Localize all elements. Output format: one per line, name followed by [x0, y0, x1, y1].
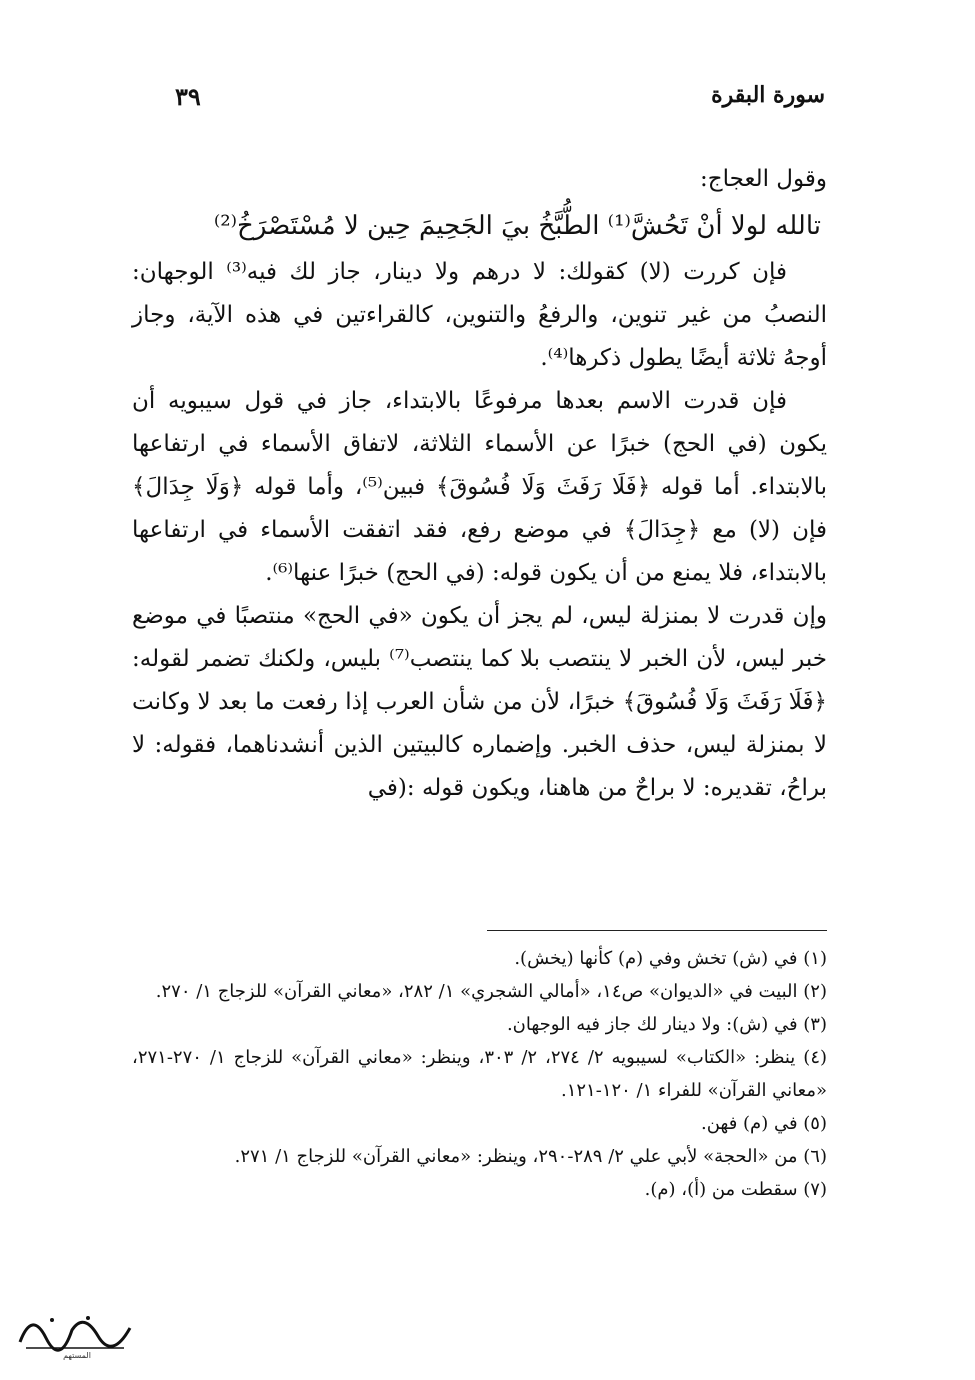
footnotes	[132, 942, 827, 1206]
poetry-verse: تالله لولا أنْ تَحُشَّ⁽¹⁾ الطُّبَّخُ بيَ الجَحِيمَ حِين لا مُسْتَصْرَخُ⁽²⁾	[213, 211, 821, 241]
footnote: (٥) في (م) فهن.	[700, 1113, 827, 1134]
footnote: (٢) البيت في «الديوان» ص١٤، «أمالي الشجري» ١/ ٢٨٢، «معاني القرآن» للزجاج ١/ ٢٧٠.	[155, 981, 827, 1002]
paragraph: وإن قدرت لا بمنزلة ليس، لم يجز أن يكون «في الحج» منتصبًا في موضع خبر ليس، لأن الخبر لا ينتصب بلا كما ينتصب⁽⁷⁾ بليس، ولكنك تضمر لقوله: ﴿فَلَا رَفَثَ وَلَا فُسُوقَ﴾ خبرًا، لأن من شأن العرب إذا رفعت ما بعد لا وكانت لا بمنزلة ليس، حذف الخبر. وإضماره كالبيتين الذين أنشدناهما، فقوله: لا براحُ، تقديره: لا براحٌ من هاهنا، ويكون قوله :(في	[132, 603, 827, 801]
footnote: (٣) في (ش): ولا دينار لك جاز فيه الوجهان.	[506, 1014, 827, 1035]
surah-title: سورة البقرة	[711, 82, 825, 108]
footnote: (٤) ينظر: «الكتاب» لسيبويه ٢/ ٢٧٤، ٢/ ٣٠٣، وينظر: «معاني القرآن» للزجاج ١/ ٢٧٠-٢٧١، «معاني القرآن» للفراء ١/ ١٢٠-١٢١.	[132, 1047, 828, 1101]
publisher-seal-logo	[12, 1300, 142, 1360]
main-text	[132, 158, 827, 810]
paragraph: فإن كررت (لا) كقولك: لا درهم ولا دينار، جاز لك فيه⁽³⁾ الوجهان: النصبُ من غير تنوين، والرفعُ والتنوين، كالقراءتين في هذه الآية، وجاز أوجهُ ثلاثة أيضًا يطول ذكرها⁽⁴⁾.	[132, 259, 827, 371]
footnote: (٧) سقطت من (أ)، (م).	[644, 1179, 827, 1200]
paragraph: فإن قدرت الاسم بعدها مرفوعًا بالابتداء، جاز في قول سيبويه أن يكون (في الحج) خبرًا عن الأسماء الثلاثة، لاتفاق الأسماء في ارتفاعها بالابتداء. أما قوله ﴿فَلَا رَفَثَ وَلَا فُسُوقَ﴾ فبين⁽⁵⁾، وأما قوله ﴿وَلَا جِدَالَ﴾ فإن (لا) مع ﴿جِدَالَ﴾ في موضع رفع، فقد اتفقت الأسماء في ارتفاعها بالابتداء، فلا يمنع من أن يكون قوله: (في الحج) خبرًا عنها⁽⁶⁾.	[132, 388, 828, 586]
seal-text: المستهم	[63, 1351, 91, 1360]
footnote: (١) في (ش) تخش وفي (م) كأنها (يخش).	[514, 948, 827, 969]
page-number: ٣٩	[175, 82, 201, 111]
page-header	[175, 82, 825, 118]
footnote: (٦) من «الحجة» لأبي علي ٢/ ٢٨٩-٢٩٠، وينظر: «معاني القرآن» للزجاج ١/ ٢٧١.	[234, 1146, 827, 1167]
footnote-divider	[487, 930, 827, 931]
intro-line: وقول العجاج:	[700, 166, 827, 192]
